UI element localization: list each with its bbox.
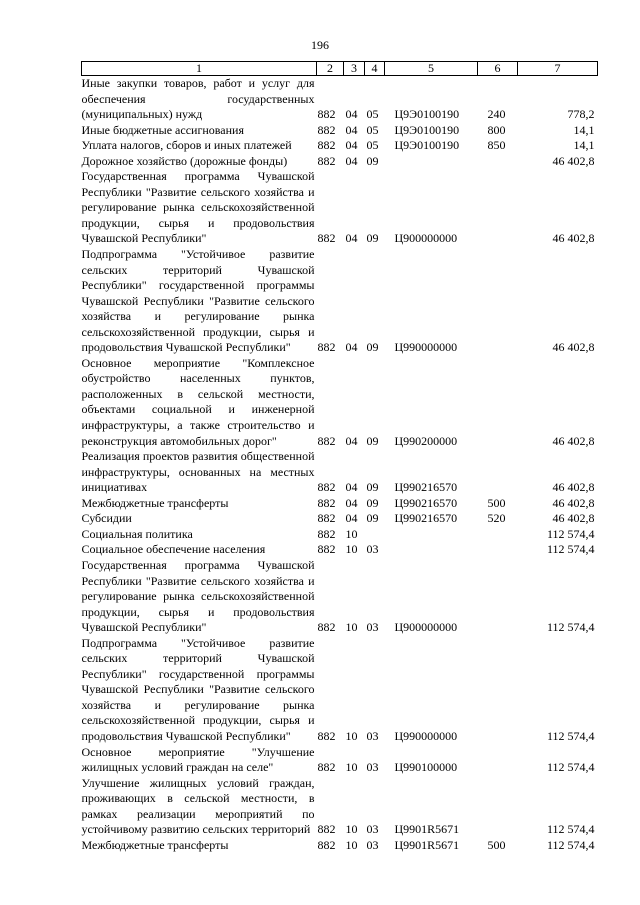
table-row xyxy=(82,154,598,170)
row-target-code: Ц990216570 xyxy=(394,480,458,495)
row-section: 04 xyxy=(345,138,358,153)
row-section: 04 xyxy=(345,433,358,448)
column-header: 7 xyxy=(518,62,598,76)
row-subsection: 05 xyxy=(366,107,379,122)
row-target-code: Ц990000000 xyxy=(394,728,458,743)
table-row xyxy=(82,745,598,776)
row-admin-code: 882 xyxy=(317,340,336,355)
row-section: 04 xyxy=(345,340,358,355)
row-section: 10 xyxy=(345,526,358,541)
row-expense-type xyxy=(478,449,518,496)
row-expense-type xyxy=(478,636,518,745)
row-admin-code: 882 xyxy=(317,760,336,775)
row-amount: 112 574,4 xyxy=(546,837,595,852)
row-target-code: Ц900000000 xyxy=(394,620,458,635)
row-admin-code: 882 xyxy=(317,526,336,541)
row-section: 04 xyxy=(345,153,358,168)
row-target-code: Ц9Э0100190 xyxy=(394,122,460,137)
row-subsection: 03 xyxy=(366,620,379,635)
row-target-code xyxy=(385,154,478,170)
row-subsection: 03 xyxy=(366,760,379,775)
row-expense-type: 800 xyxy=(487,122,506,137)
row-expense-type: 500 xyxy=(487,837,506,852)
row-name: Подпрограмма "Устойчивое развитие сельских территорий Чувашской Республики" государственной программы Чувашской Республики "Развитие сельского хозяйства и регулирование рынка сельскохозяйственной продукции, сырья и продовольствия Чувашской Республики" xyxy=(81,635,315,743)
table-row xyxy=(82,76,598,123)
row-section: 04 xyxy=(345,511,358,526)
row-target-code: Ц900000000 xyxy=(394,231,458,246)
row-name: Государственная программа Чувашской Республики "Развитие сельского хозяйства и регулирование рынка сельскохозяйственной продукции, сырья и продовольствия Чувашской Республики" xyxy=(81,557,315,635)
budget-table xyxy=(81,61,598,853)
row-amount: 46 402,8 xyxy=(552,153,595,168)
row-expense-type: 850 xyxy=(487,138,506,153)
row-amount: 46 402,8 xyxy=(552,433,595,448)
row-amount: 46 402,8 xyxy=(552,480,595,495)
row-subsection: 05 xyxy=(366,138,379,153)
row-name: Дорожное хозяйство (дорожные фонды) xyxy=(81,153,288,168)
row-admin-code: 882 xyxy=(317,122,336,137)
row-admin-code: 882 xyxy=(317,728,336,743)
row-expense-type: 500 xyxy=(487,495,506,510)
row-subsection: 09 xyxy=(366,511,379,526)
row-name: Реализация проектов развития общественной инфраструктуры, основанных на местных инициативах xyxy=(81,449,315,495)
row-subsection: 09 xyxy=(366,340,379,355)
row-expense-type xyxy=(478,542,518,558)
row-admin-code: 882 xyxy=(317,138,336,153)
table-row xyxy=(82,247,598,356)
column-header: 3 xyxy=(344,62,365,76)
row-admin-code: 882 xyxy=(317,495,336,510)
row-admin-code: 882 xyxy=(317,107,336,122)
row-subsection: 09 xyxy=(366,433,379,448)
row-target-code: Ц9Э0100190 xyxy=(394,107,460,122)
row-target-code xyxy=(385,542,478,558)
row-expense-type xyxy=(478,169,518,247)
row-expense-type xyxy=(478,745,518,776)
row-subsection: 03 xyxy=(366,822,379,837)
row-admin-code: 882 xyxy=(317,511,336,526)
table-row xyxy=(82,542,598,558)
row-section: 10 xyxy=(345,822,358,837)
row-amount: 14,1 xyxy=(573,122,595,137)
row-admin-code: 882 xyxy=(317,837,336,852)
row-amount: 112 574,4 xyxy=(546,822,595,837)
row-target-code: Ц990216570 xyxy=(394,511,458,526)
row-name: Основное мероприятие "Улучшение жилищных условий граждан на селе" xyxy=(81,744,315,775)
column-header: 4 xyxy=(365,62,385,76)
table-header-row xyxy=(82,62,598,76)
row-name: Подпрограмма "Устойчивое развитие сельских территорий Чувашской Республики" государственной программы Чувашской Республики "Развитие сельского хозяйства и регулирование рынка сельскохозяйственной продукции, сырья и продовольствия Чувашской Республики" xyxy=(81,247,315,355)
row-amount: 778,2 xyxy=(567,107,595,122)
row-expense-type xyxy=(478,527,518,543)
row-target-code: Ц990000000 xyxy=(394,340,458,355)
row-subsection xyxy=(365,527,385,543)
row-name: Межбюджетные трансферты xyxy=(81,837,229,852)
row-target-code: Ц990216570 xyxy=(394,495,458,510)
row-amount: 46 402,8 xyxy=(552,511,595,526)
row-section: 04 xyxy=(345,495,358,510)
table-row xyxy=(82,496,598,512)
column-header: 6 xyxy=(478,62,518,76)
row-name: Межбюджетные трансферты xyxy=(81,495,229,510)
table-row xyxy=(82,356,598,449)
row-section: 10 xyxy=(345,728,358,743)
row-amount: 46 402,8 xyxy=(552,495,595,510)
table-row xyxy=(82,123,598,139)
row-subsection: 05 xyxy=(366,122,379,137)
row-section: 04 xyxy=(345,480,358,495)
row-subsection: 09 xyxy=(366,495,379,510)
row-expense-type xyxy=(478,558,518,636)
row-name: Основное мероприятие "Комплексное обустройство населенных пунктов, расположенных в сельской местности, объектами социальной и инженерной инфраструктуры, а также строительство и реконструкция автомобильных дорог" xyxy=(81,355,315,448)
row-amount: 112 574,4 xyxy=(546,728,595,743)
row-admin-code: 882 xyxy=(317,231,336,246)
row-expense-type: 240 xyxy=(487,107,506,122)
table-row xyxy=(82,636,598,745)
table-row xyxy=(82,138,598,154)
row-target-code: Ц9Э0100190 xyxy=(394,138,460,153)
row-name: Иные закупки товаров, работ и услуг для обеспечения государственных (муниципальных) нужд xyxy=(81,76,315,122)
table-row xyxy=(82,558,598,636)
row-admin-code: 882 xyxy=(317,433,336,448)
row-subsection: 09 xyxy=(366,153,379,168)
row-amount: 46 402,8 xyxy=(552,231,595,246)
table-row xyxy=(82,169,598,247)
row-section: 04 xyxy=(345,231,358,246)
row-admin-code: 882 xyxy=(317,620,336,635)
row-section: 10 xyxy=(345,837,358,852)
row-section: 10 xyxy=(345,760,358,775)
row-expense-type xyxy=(478,356,518,449)
row-name: Уплата налогов, сборов и иных платежей xyxy=(81,138,292,153)
page-number: 196 xyxy=(311,38,329,52)
column-header: 2 xyxy=(317,62,344,76)
row-amount: 46 402,8 xyxy=(552,340,595,355)
table-row xyxy=(82,449,598,496)
table-row xyxy=(82,776,598,838)
row-target-code: Ц9901R5671 xyxy=(394,822,460,837)
row-amount: 112 574,4 xyxy=(546,526,595,541)
row-admin-code: 882 xyxy=(317,542,336,557)
row-name: Социальная политика xyxy=(81,526,193,541)
row-name: Иные бюджетные ассигнования xyxy=(81,122,244,137)
row-subsection: 03 xyxy=(366,542,379,557)
row-section: 04 xyxy=(345,107,358,122)
row-section: 04 xyxy=(345,122,358,137)
table-row xyxy=(82,527,598,543)
column-header: 5 xyxy=(385,62,478,76)
row-amount: 112 574,4 xyxy=(546,760,595,775)
row-subsection: 09 xyxy=(366,480,379,495)
table-row xyxy=(82,511,598,527)
row-name: Социальное обеспечение населения xyxy=(81,542,266,557)
row-target-code: Ц990200000 xyxy=(394,433,458,448)
row-amount: 112 574,4 xyxy=(546,542,595,557)
row-target-code: Ц9901R5671 xyxy=(394,837,460,852)
row-target-code xyxy=(385,527,478,543)
row-subsection: 09 xyxy=(366,231,379,246)
column-header: 1 xyxy=(82,62,317,76)
row-expense-type xyxy=(478,154,518,170)
row-amount: 14,1 xyxy=(573,138,595,153)
row-name: Субсидии xyxy=(81,511,132,526)
row-section: 10 xyxy=(345,542,358,557)
row-admin-code: 882 xyxy=(317,822,336,837)
row-admin-code: 882 xyxy=(317,480,336,495)
row-name: Государственная программа Чувашской Республики "Развитие сельского хозяйства и регулирование рынка сельскохозяйственной продукции, сырья и продовольствия Чувашской Республики" xyxy=(81,169,315,246)
row-name: Улучшение жилищных условий граждан, проживающих в сельской местности, в рамках реализации мероприятий по устойчивому развитию сельских территорий xyxy=(81,775,315,837)
row-subsection: 03 xyxy=(366,728,379,743)
row-target-code: Ц990100000 xyxy=(394,760,458,775)
table-row xyxy=(82,838,598,854)
row-subsection: 03 xyxy=(366,837,379,852)
row-expense-type: 520 xyxy=(487,511,506,526)
row-expense-type xyxy=(478,776,518,838)
row-section: 10 xyxy=(345,620,358,635)
row-amount: 112 574,4 xyxy=(546,620,595,635)
row-expense-type xyxy=(478,247,518,356)
row-admin-code: 882 xyxy=(317,153,336,168)
